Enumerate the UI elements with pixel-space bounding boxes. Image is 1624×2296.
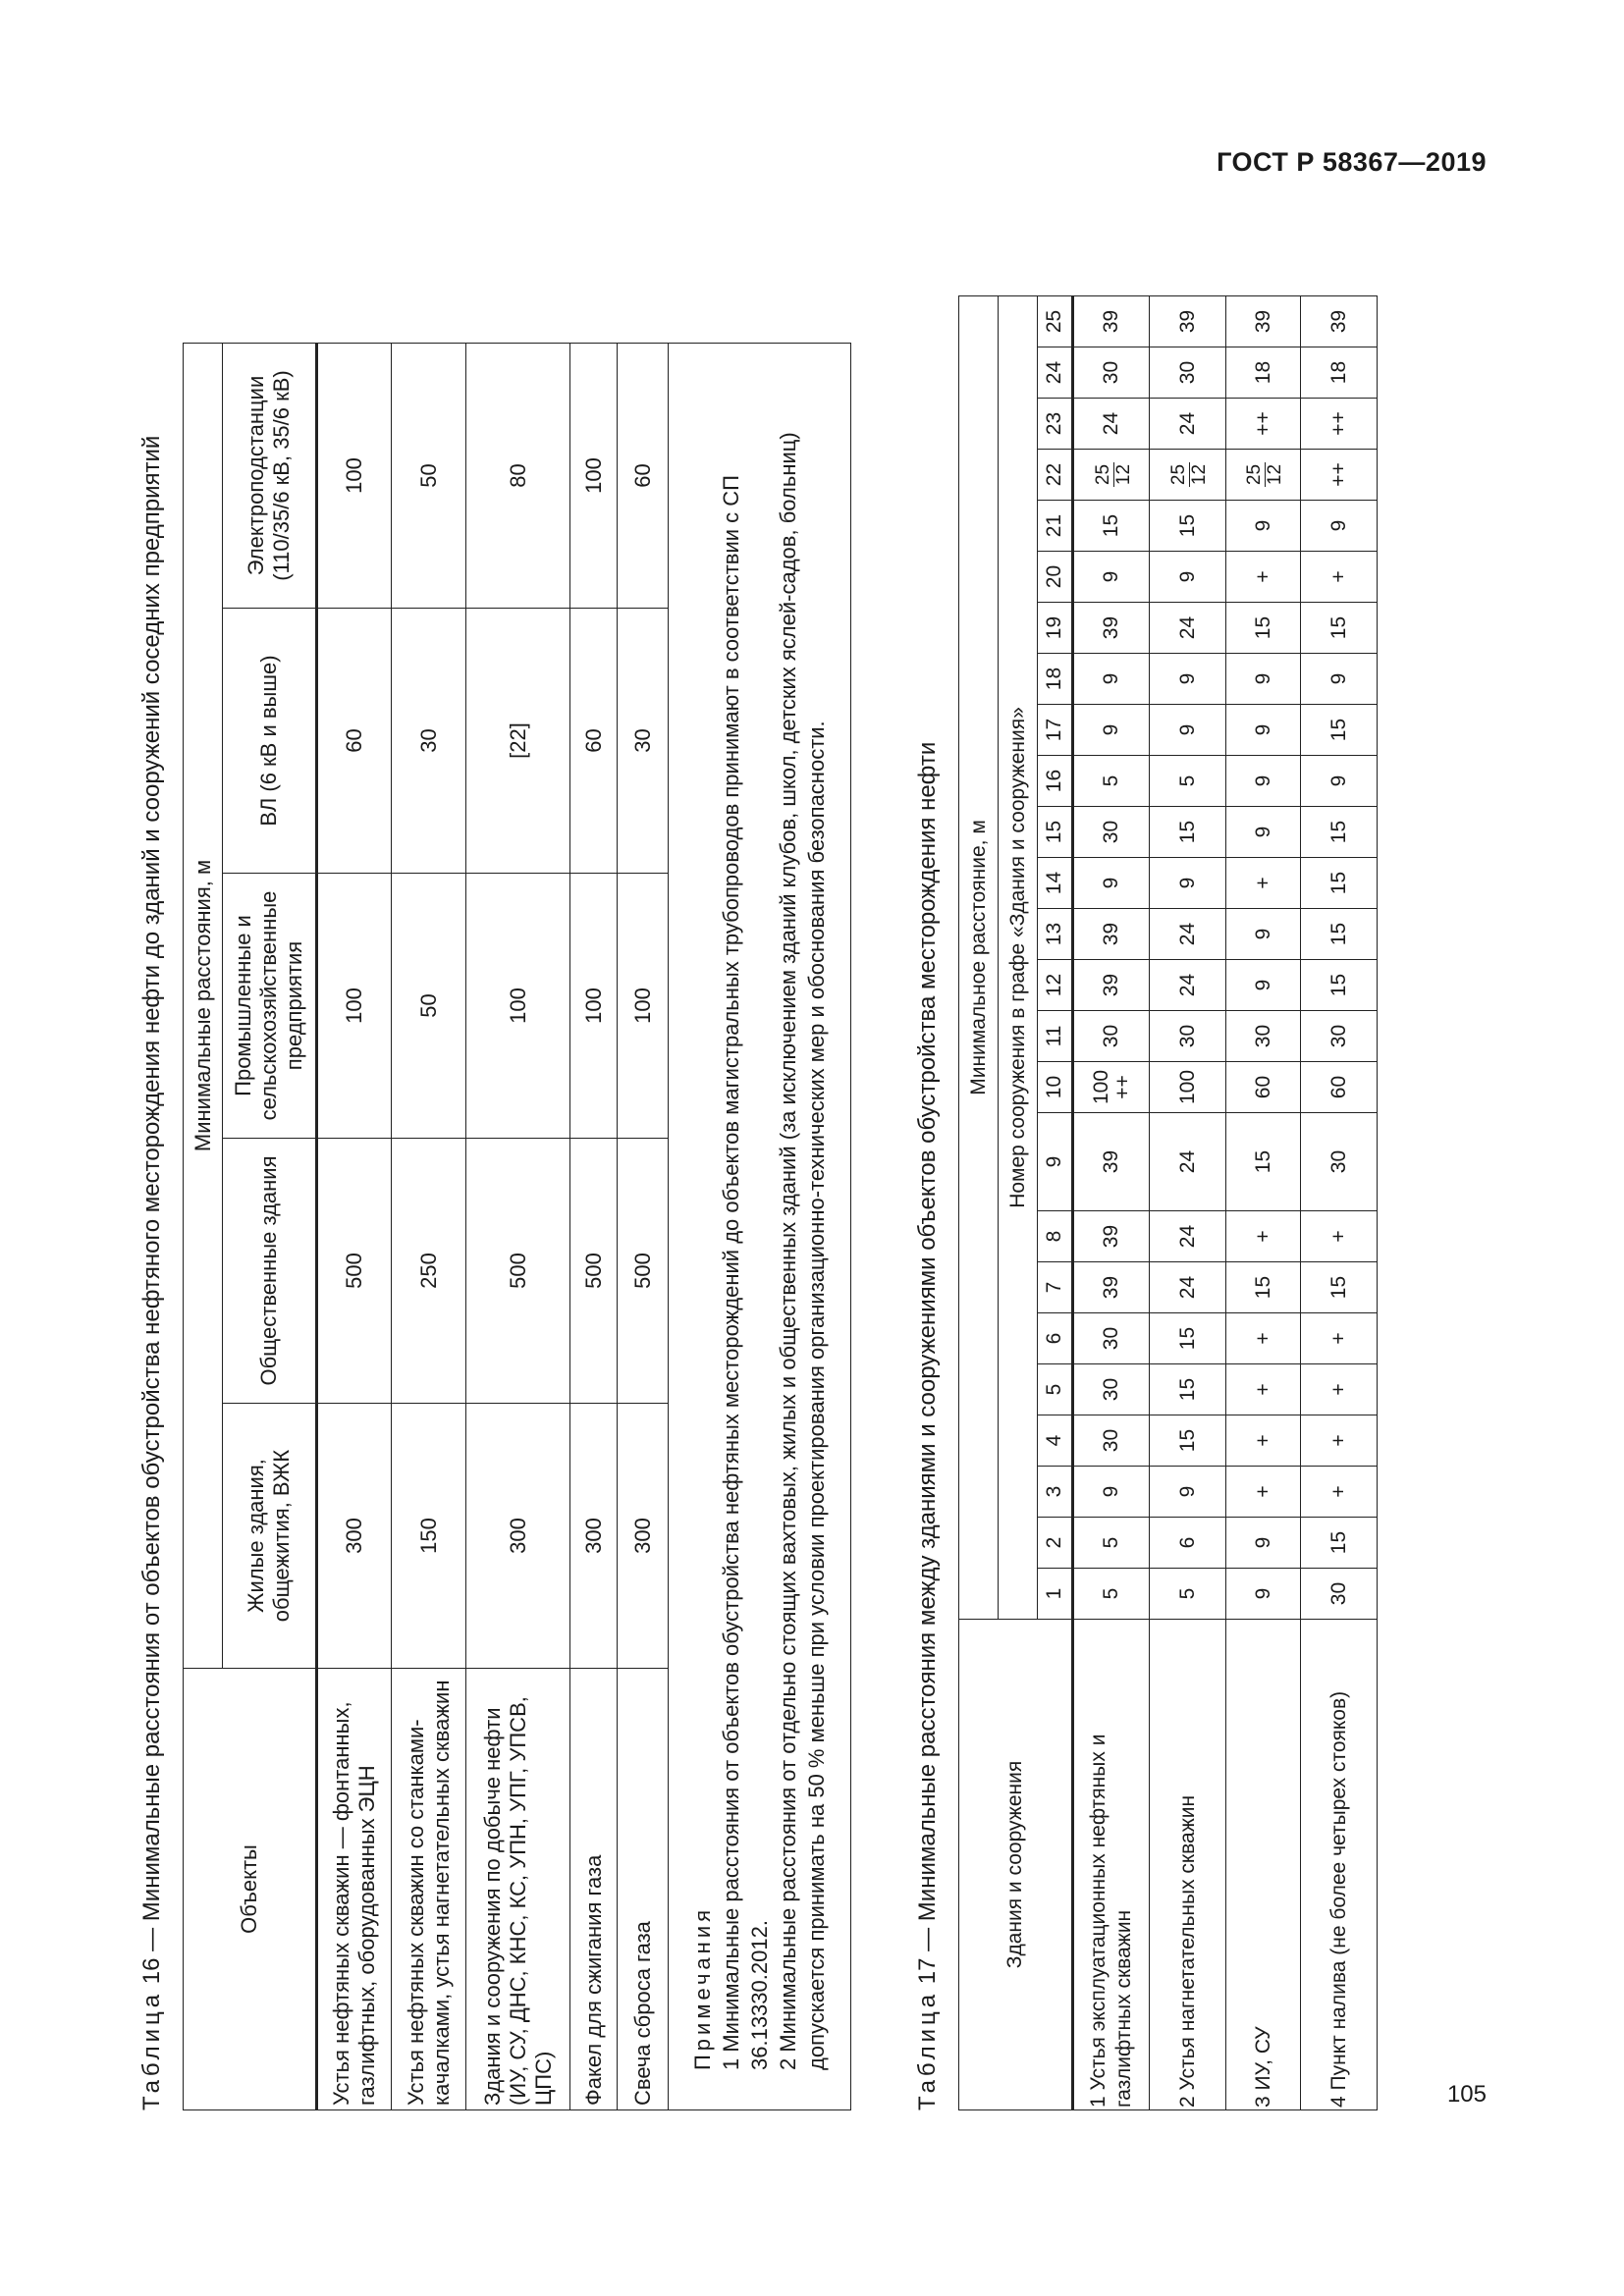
t17-header-num: Номер сооружения в графе «Здания и сооружения»	[999, 295, 1038, 1619]
table-row	[1301, 295, 1378, 2109]
t16-cell: 100	[317, 344, 392, 609]
table-17-area	[913, 265, 1463, 2110]
t17-cell: 15	[1301, 705, 1378, 756]
t17-cell: 39	[1073, 1262, 1150, 1313]
t17-cell: 25 12	[1150, 450, 1226, 501]
t17-cell: +	[1301, 552, 1378, 603]
t17-cell: 24	[1150, 603, 1226, 654]
t17-col-number: 2	[1038, 1518, 1073, 1569]
t17-col-number: 22	[1038, 450, 1073, 501]
table-17	[958, 295, 1378, 2110]
table-row	[570, 344, 618, 2110]
t17-col-number: 5	[1038, 1364, 1073, 1415]
t16-col-header: Промышленные и сельскохозяйственные предприятия	[223, 874, 317, 1139]
t17-cell: +	[1226, 552, 1301, 603]
t17-row-name: 4 Пункт налива (не более четырех стояков)	[1301, 1620, 1378, 2110]
t17-col-number: 15	[1038, 807, 1073, 858]
t17-col-number: 1	[1038, 1569, 1073, 1620]
t17-cell: ++	[1301, 450, 1378, 501]
t17-cell: 9	[1150, 552, 1226, 603]
t16-cell: 100	[317, 874, 392, 1139]
t17-cell: 24	[1150, 1211, 1226, 1262]
t17-cell: 60	[1226, 1062, 1301, 1113]
t17-cell: 9	[1226, 654, 1301, 705]
t17-header-buildings: Здания и сооружения	[959, 1620, 1073, 2110]
t16-col-header: Жилые здания, общежития, ВЖК	[223, 1404, 317, 1669]
t17-cell: 30	[1150, 347, 1226, 399]
t16-cell: 300	[570, 1404, 618, 1669]
table-row	[1150, 295, 1226, 2109]
t16-row-name: Свеча сброса газа	[618, 1669, 669, 2110]
notes-title: Примечания	[690, 1905, 715, 2070]
t16-col-header: ВЛ (6 кВ и выше)	[223, 609, 317, 874]
t17-cell: 39	[1073, 603, 1150, 654]
t17-cell: 9	[1226, 756, 1301, 807]
t16-cell: [22]	[466, 609, 570, 874]
t17-cell: 24	[1150, 1113, 1226, 1211]
table-16-area	[137, 265, 835, 2110]
t17-cell: +	[1226, 1313, 1301, 1364]
t17-cell: 9	[1073, 552, 1150, 603]
t17-col-number: 20	[1038, 552, 1073, 603]
t17-cell: 15	[1301, 603, 1378, 654]
t17-cell: 25 12	[1226, 450, 1301, 501]
t17-cell: 9	[1226, 1569, 1301, 1620]
t17-cell: 39	[1226, 295, 1301, 347]
t16-cell: 60	[618, 344, 669, 609]
table-row	[466, 344, 570, 2110]
t17-header-min: Минимальное расстояние, м	[959, 295, 999, 1619]
t16-cell: 60	[570, 609, 618, 874]
t17-col-number: 14	[1038, 858, 1073, 909]
t17-cell: 24	[1150, 399, 1226, 450]
t17-cell: 9	[1073, 1467, 1150, 1518]
t17-cell: 39	[1073, 1113, 1150, 1211]
t17-cell: 39	[1073, 1211, 1150, 1262]
t16-cell: 30	[618, 609, 669, 874]
t16-row-name: Устья нефтяных скважин со станками-качалками, устья нагнетательных скважин	[392, 1669, 466, 2110]
t17-col-number: 16	[1038, 756, 1073, 807]
table-16	[183, 343, 851, 2110]
t16-cell: 100	[570, 344, 618, 609]
t17-col-number: 21	[1038, 501, 1073, 552]
t17-cell: 30	[1073, 347, 1150, 399]
t16-cell: 50	[392, 874, 466, 1139]
t17-cell: +	[1226, 1467, 1301, 1518]
t17-cell: 30	[1150, 1011, 1226, 1062]
t17-col-number: 12	[1038, 960, 1073, 1011]
t17-cell: 100	[1150, 1062, 1226, 1113]
t17-cell: 9	[1073, 705, 1150, 756]
t17-col-number: 8	[1038, 1211, 1073, 1262]
t17-col-number: 6	[1038, 1313, 1073, 1364]
t17-cell: ++	[1301, 399, 1378, 450]
t17-cell: 9	[1226, 807, 1301, 858]
t17-cell: +	[1226, 1415, 1301, 1467]
t16-cell: 30	[392, 609, 466, 874]
t17-cell: 9	[1226, 1518, 1301, 1569]
t16-cell: 250	[392, 1139, 466, 1404]
table-16-caption: Таблица 16 — Минимальные расстояния от объектов обустройства нефтяного месторождения нефти до зданий и сооружений соседних предприятий	[138, 435, 165, 2110]
t16-cell: 300	[618, 1404, 669, 1669]
t16-cell: 100	[570, 874, 618, 1139]
document-header: ГОСТ Р 58367—2019	[1217, 147, 1487, 177]
t17-cell: +	[1226, 858, 1301, 909]
t17-col-number: 11	[1038, 1011, 1073, 1062]
t16-cell: 80	[466, 344, 570, 609]
t17-cell: +	[1301, 1211, 1378, 1262]
t17-cell: 9	[1150, 858, 1226, 909]
t17-col-number: 18	[1038, 654, 1073, 705]
t17-cell: 9	[1073, 654, 1150, 705]
t17-cell: 24	[1150, 1262, 1226, 1313]
t17-cell: ++	[1226, 399, 1301, 450]
t17-cell: 30	[1073, 1415, 1150, 1467]
table-row	[1073, 295, 1150, 2109]
t17-col-number: 24	[1038, 347, 1073, 399]
t16-cell: 500	[317, 1139, 392, 1404]
t17-cell: 39	[1073, 909, 1150, 960]
t17-cell: 9	[1150, 654, 1226, 705]
t17-cell: 9	[1301, 501, 1378, 552]
t17-col-number: 25	[1038, 295, 1073, 347]
t17-row-name: 3 ИУ, СУ	[1226, 1620, 1301, 2110]
t17-col-number: 7	[1038, 1262, 1073, 1313]
note-2: 2 Минимальные расстояния от отдельно стоящих вахтовых, жилых и общественных зданий (за исключением зданий клубов, школ, детских яслей-садов, больниц) допускается принимать на 50 % меньше при условии проектирования организационно-технических мер и обоснования безопасности.	[776, 432, 829, 2070]
t16-cell: 500	[466, 1139, 570, 1404]
t17-cell: 39	[1073, 960, 1150, 1011]
page-number: 105	[1446, 2081, 1487, 2108]
t16-row-name: Здания и сооружения по добыче нефти (ИУ, СУ, ДНС, КНС, КС, УПН, УПГ, УПСВ, ЦПС)	[466, 1669, 570, 2110]
table-17-caption: Таблица 17 — Минимальные расстояния между зданиями и сооружениями объектов обустройства месторождения нефти	[914, 741, 941, 2110]
t16-cell: 500	[570, 1139, 618, 1404]
t16-cell: 50	[392, 344, 466, 609]
t17-cell: 9	[1226, 960, 1301, 1011]
t17-cell: +	[1301, 1415, 1378, 1467]
t16-col-header: Электроподстанции (110/35/6 кВ, 35/6 кВ)	[223, 344, 317, 609]
t17-cell: 39	[1301, 295, 1378, 347]
t17-cell: 15	[1150, 501, 1226, 552]
t17-cell: +	[1301, 1364, 1378, 1415]
note-1: 1 Минимальные расстояния от объектов обустройства нефтяных месторождений до объектов магистральных трубопроводов принимают в соответствии с СП 36.13330.2012.	[719, 475, 772, 2070]
t17-cell: 24	[1150, 960, 1226, 1011]
t17-cell: 15	[1150, 1415, 1226, 1467]
t16-row-name: Факел для сжигания газа	[570, 1669, 618, 2110]
t16-cell: 300	[466, 1404, 570, 1669]
t17-cell: 30	[1073, 1313, 1150, 1364]
t17-cell: 15	[1226, 1113, 1301, 1211]
t17-cell: 9	[1150, 1467, 1226, 1518]
t17-cell: 25 12	[1073, 450, 1150, 501]
t17-col-number: 9	[1038, 1113, 1073, 1211]
t17-cell: 5	[1073, 1569, 1150, 1620]
t17-col-number: 10	[1038, 1062, 1073, 1113]
t17-col-number: 3	[1038, 1467, 1073, 1518]
t16-cell: 150	[392, 1404, 466, 1669]
t17-cell: 15	[1150, 1364, 1226, 1415]
t17-cell: 6	[1150, 1518, 1226, 1569]
t16-notes	[669, 344, 851, 2110]
t16-row-name: Устья нефтяных скважин — фонтанных, газлифтных, оборудованных ЭЦН	[317, 1669, 392, 2110]
t17-cell: 15	[1301, 909, 1378, 960]
t17-cell: 30	[1073, 1011, 1150, 1062]
t16-col-header: Общественные здания	[223, 1139, 317, 1404]
t17-cell: +	[1226, 1211, 1301, 1262]
t17-cell: 5	[1150, 756, 1226, 807]
t16-cell: 100	[466, 874, 570, 1139]
table-row	[618, 344, 669, 2110]
t17-cell: 5	[1073, 756, 1150, 807]
t17-col-number: 17	[1038, 705, 1073, 756]
t17-cell: 15	[1301, 807, 1378, 858]
t17-cell: 18	[1301, 347, 1378, 399]
t16-header-objects: Объекты	[184, 1669, 317, 2110]
t17-cell: 39	[1073, 295, 1150, 347]
t17-cell: 18	[1226, 347, 1301, 399]
t17-cell: 30	[1301, 1113, 1378, 1211]
t17-cell: 15	[1073, 501, 1150, 552]
t17-cell: 30	[1073, 807, 1150, 858]
t17-col-number: 19	[1038, 603, 1073, 654]
t17-col-number: 4	[1038, 1415, 1073, 1467]
t16-header-min: Минимальные расстояния, м	[184, 344, 223, 1669]
t17-cell: 9	[1226, 705, 1301, 756]
t17-cell: 100 ++	[1073, 1062, 1150, 1113]
t17-col-number: 13	[1038, 909, 1073, 960]
t17-cell: 30	[1073, 1364, 1150, 1415]
table-row	[392, 344, 466, 2110]
t17-cell: 15	[1226, 1262, 1301, 1313]
t17-cell: 30	[1301, 1011, 1378, 1062]
t17-cell: 15	[1150, 807, 1226, 858]
t17-cell: 9	[1226, 501, 1301, 552]
t17-cell: 39	[1150, 295, 1226, 347]
t17-cell: 5	[1073, 1518, 1150, 1569]
t17-cell: +	[1301, 1313, 1378, 1364]
t17-cell: 9	[1301, 654, 1378, 705]
t17-cell: 9	[1226, 909, 1301, 960]
table-row	[1226, 295, 1301, 2109]
t17-cell: 15	[1150, 1313, 1226, 1364]
t17-cell: 15	[1301, 1262, 1378, 1313]
table-row	[317, 344, 392, 2110]
t17-row-name: 2 Устья нагнетательных скважин	[1150, 1620, 1226, 2110]
t17-cell: 15	[1301, 1518, 1378, 1569]
t17-cell: 15	[1226, 603, 1301, 654]
t16-cell: 500	[618, 1139, 669, 1404]
t17-cell: 9	[1301, 756, 1378, 807]
t17-col-number: 23	[1038, 399, 1073, 450]
t17-cell: 9	[1150, 705, 1226, 756]
t16-cell: 100	[618, 874, 669, 1139]
t17-cell: 60	[1301, 1062, 1378, 1113]
t17-cell: +	[1226, 1364, 1301, 1415]
t17-cell: 24	[1150, 909, 1226, 960]
t17-cell: 24	[1073, 399, 1150, 450]
t16-cell: 300	[317, 1404, 392, 1669]
t17-cell: 15	[1301, 960, 1378, 1011]
t17-cell: +	[1301, 1467, 1378, 1518]
t17-cell: 15	[1301, 858, 1378, 909]
t17-cell: 30	[1301, 1569, 1378, 1620]
t17-cell: 9	[1073, 858, 1150, 909]
t17-row-name: 1 Устья эксплуатационных нефтяных и газлифтных скважин	[1073, 1620, 1150, 2110]
t17-cell: 5	[1150, 1569, 1226, 1620]
t16-cell: 60	[317, 609, 392, 874]
t17-cell: 30	[1226, 1011, 1301, 1062]
